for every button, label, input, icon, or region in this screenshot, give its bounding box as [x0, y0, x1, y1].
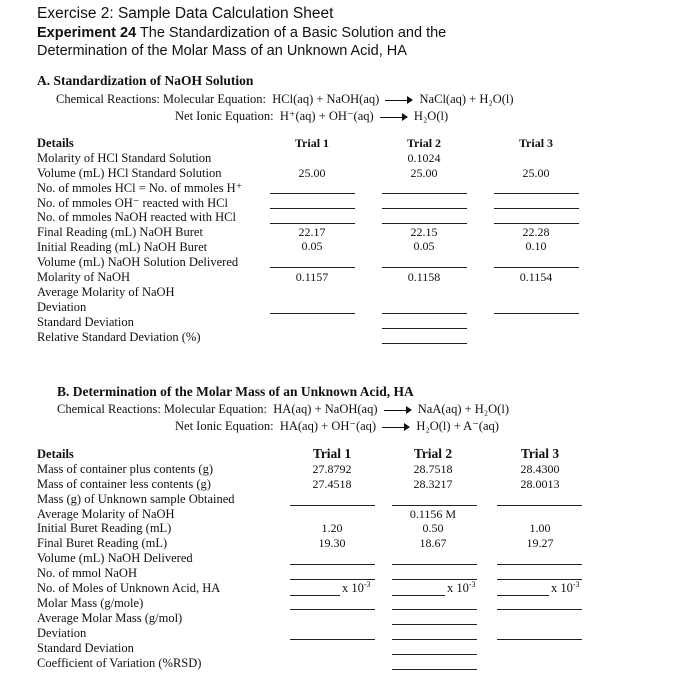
- a-blank-line[interactable]: [270, 267, 355, 268]
- a-volume-hcl-trial-2: 25.00: [410, 166, 438, 180]
- sheet-title: Exercise 2: Sample Data Calculation Sheet: [37, 5, 334, 22]
- b-final-buret-trial-2: 18.67: [419, 536, 447, 550]
- b-mass-less-trial-3: 28.0013: [520, 477, 560, 491]
- a-blank-line[interactable]: [494, 313, 579, 314]
- a-molarity-naoh-trial-2: 0.1158: [407, 270, 441, 284]
- b-moles-factor-trial-2: [447, 581, 476, 596]
- b-blank-line[interactable]: [392, 505, 477, 506]
- b-blank-line[interactable]: [290, 564, 375, 565]
- reaction-arrow-icon: [385, 95, 413, 105]
- reaction-arrow-icon: [380, 112, 408, 122]
- b-row-label: Deviation: [37, 626, 87, 640]
- eq-right: H₂O(l): [413, 109, 449, 123]
- b-blank-line[interactable]: [497, 505, 582, 506]
- b-final-buret-trial-1: 19.30: [318, 536, 346, 550]
- b-row-label: Standard Deviation: [37, 641, 134, 655]
- a-initial-reading-trial-1: 0.05: [301, 239, 323, 253]
- b-blank-line[interactable]: [392, 579, 477, 580]
- b-blank-line[interactable]: [392, 595, 445, 596]
- a-blank-line[interactable]: [382, 328, 467, 329]
- b-avg-molarity-trial-2: 0.1156 M: [409, 507, 457, 521]
- b-row-label: Average Molarity of NaOH: [37, 507, 175, 521]
- eq-right: NaA(aq) + H₂O(l): [417, 402, 509, 416]
- a-volume-hcl-trial-3: 25.00: [522, 166, 550, 180]
- a-blank-line[interactable]: [494, 193, 579, 194]
- b-initial-buret-trial-2: 0.50: [422, 521, 444, 535]
- b-blank-line[interactable]: [392, 669, 477, 670]
- section-a-title: A. Standardization of NaOH Solution: [37, 73, 254, 88]
- b-row-label: Mass of container plus contents (g): [37, 462, 214, 476]
- b-row-label: Volume (mL) NaOH Delivered: [37, 551, 193, 565]
- eq-right: NaCl(aq) + H₂O(l): [419, 92, 514, 106]
- a-blank-line[interactable]: [382, 208, 467, 209]
- b-row-label: Mass (g) of Unknown sample Obtained: [37, 492, 235, 506]
- experiment-title: The Standardization of a Basic Solution and the: [139, 25, 447, 41]
- a-blank-line[interactable]: [494, 223, 579, 224]
- b-initial-buret-trial-1: 1.20: [321, 521, 343, 535]
- b-mass-plus-trial-2: 28.7518: [413, 462, 453, 476]
- factor-base: x 10: [447, 581, 469, 595]
- factor-base: x 10: [551, 581, 573, 595]
- a-final-reading-trial-3: 22.28: [522, 225, 550, 239]
- eq-left: HA(aq) + OH⁻(aq): [279, 419, 377, 433]
- a-blank-line[interactable]: [382, 343, 467, 344]
- section-a-net-equation: [175, 108, 448, 124]
- section-b-title: B. Determination of the Molar Mass of an Unknown Acid, HA: [57, 384, 414, 399]
- factor-exponent: -3: [363, 580, 371, 589]
- experiment-line: [37, 25, 446, 41]
- b-blank-line[interactable]: [290, 505, 375, 506]
- factor-exponent: -3: [468, 580, 476, 589]
- b-blank-line[interactable]: [497, 639, 582, 640]
- eq-prefix: Chemical Reactions: Molecular Equation:: [56, 92, 267, 106]
- a-row-label: Standard Deviation: [37, 315, 134, 329]
- b-blank-line[interactable]: [497, 579, 582, 580]
- b-row-label: No. of mmol NaOH: [37, 566, 137, 580]
- eq-prefix: Net Ionic Equation:: [175, 109, 274, 123]
- a-header-details: Details: [37, 136, 74, 150]
- b-moles-factor-trial-1: [342, 581, 371, 596]
- a-row-label: Molarity of HCl Standard Solution: [37, 151, 212, 165]
- b-mass-less-trial-2: 28.3217: [413, 477, 453, 491]
- b-mass-plus-trial-1: 27.8792: [312, 462, 352, 476]
- b-blank-line[interactable]: [392, 609, 477, 610]
- b-moles-factor-trial-3: [551, 581, 580, 596]
- reaction-arrow-icon: [382, 422, 410, 432]
- b-row-label: Molar Mass (g/mole): [37, 596, 144, 610]
- a-final-reading-trial-2: 22.15: [410, 225, 438, 239]
- eq-prefix: Chemical Reactions: Molecular Equation:: [57, 402, 268, 416]
- a-row-label: Final Reading (mL) NaOH Buret: [37, 225, 203, 239]
- b-blank-line[interactable]: [497, 564, 582, 565]
- b-row-label: Final Buret Reading (mL): [37, 536, 168, 550]
- b-final-buret-trial-3: 19.27: [526, 536, 554, 550]
- a-blank-line[interactable]: [494, 208, 579, 209]
- a-header-trial-3: Trial 3: [518, 136, 554, 150]
- a-molarity-hcl-trial-2: 0.1024: [407, 151, 441, 165]
- b-initial-buret-trial-3: 1.00: [529, 521, 551, 535]
- b-mass-less-trial-1: 27.4518: [312, 477, 352, 491]
- b-blank-line[interactable]: [392, 564, 477, 565]
- b-blank-line[interactable]: [497, 609, 582, 610]
- b-blank-line[interactable]: [392, 624, 477, 625]
- a-volume-hcl-trial-1: 25.00: [298, 166, 326, 180]
- a-row-label: Volume (mL) NaOH Solution Delivered: [37, 255, 239, 269]
- b-blank-line[interactable]: [392, 639, 477, 640]
- a-header-trial-2: Trial 2: [406, 136, 442, 150]
- a-initial-reading-trial-2: 0.05: [413, 239, 435, 253]
- a-row-label: Initial Reading (mL) NaOH Buret: [37, 240, 208, 254]
- a-row-label: Volume (mL) HCl Standard Solution: [37, 166, 222, 180]
- b-row-label: Initial Buret Reading (mL): [37, 521, 172, 535]
- reaction-arrow-icon: [384, 405, 412, 415]
- eq-prefix: Net Ionic Equation:: [175, 419, 274, 433]
- b-blank-line[interactable]: [290, 595, 340, 596]
- experiment-subtitle: Determination of the Molar Mass of an Unknown Acid, HA: [37, 43, 407, 59]
- a-blank-line[interactable]: [382, 267, 467, 268]
- b-row-label: Average Molar Mass (g/mol): [37, 611, 183, 625]
- b-blank-line[interactable]: [497, 595, 549, 596]
- a-blank-line[interactable]: [270, 223, 355, 224]
- a-molarity-naoh-trial-3: 0.1154: [519, 270, 553, 284]
- factor-base: x 10: [342, 581, 364, 595]
- b-header-trial-1: Trial 1: [312, 446, 352, 461]
- a-blank-line[interactable]: [270, 208, 355, 209]
- a-final-reading-trial-1: 22.17: [298, 225, 326, 239]
- factor-exponent: -3: [572, 580, 580, 589]
- eq-left: H⁺(aq) + OH⁻(aq): [279, 109, 374, 123]
- eq-right: H₂O(l) + A⁻(aq): [416, 419, 499, 433]
- b-blank-line[interactable]: [290, 609, 375, 610]
- a-row-label: Deviation: [37, 300, 87, 314]
- a-row-label: No. of mmoles OH⁻ reacted with HCl: [37, 196, 228, 210]
- b-mass-plus-trial-3: 28.4300: [520, 462, 560, 476]
- a-initial-reading-trial-3: 0.10: [525, 239, 547, 253]
- eq-left: HCl(aq) + NaOH(aq): [272, 92, 380, 106]
- a-blank-line[interactable]: [382, 223, 467, 224]
- a-header-trial-1: Trial 1: [294, 136, 330, 150]
- a-blank-line[interactable]: [270, 313, 355, 314]
- a-row-label: No. of mmoles HCl = No. of mmoles H⁺: [37, 181, 243, 195]
- b-blank-line[interactable]: [392, 654, 477, 655]
- a-molarity-naoh-trial-1: 0.1157: [295, 270, 329, 284]
- section-b-molecular-equation: [57, 402, 509, 417]
- a-row-label: Relative Standard Deviation (%): [37, 330, 201, 344]
- experiment-number: Experiment 24: [37, 25, 137, 41]
- a-row-label: Average Molarity of NaOH: [37, 285, 175, 299]
- a-blank-line[interactable]: [382, 313, 467, 314]
- a-blank-line[interactable]: [382, 193, 467, 194]
- section-a-molecular-equation: [56, 92, 514, 107]
- b-header-trial-2: Trial 2: [413, 446, 453, 461]
- b-row-label: Coefficient of Variation (%RSD): [37, 656, 202, 670]
- section-b-net-equation: [175, 418, 499, 434]
- b-row-label: Mass of container less contents (g): [37, 477, 211, 491]
- a-row-label: Molarity of NaOH: [37, 270, 131, 284]
- a-blank-line[interactable]: [270, 193, 355, 194]
- a-row-label: No. of mmoles NaOH reacted with HCl: [37, 210, 236, 224]
- b-header-trial-3: Trial 3: [520, 446, 560, 461]
- b-blank-line[interactable]: [290, 579, 375, 580]
- b-row-label: No. of Moles of Unknown Acid, HA: [37, 581, 221, 595]
- b-blank-line[interactable]: [290, 639, 375, 640]
- eq-left: HA(aq) + NaOH(aq): [273, 402, 378, 416]
- b-header-details: Details: [37, 447, 74, 461]
- a-blank-line[interactable]: [494, 267, 579, 268]
